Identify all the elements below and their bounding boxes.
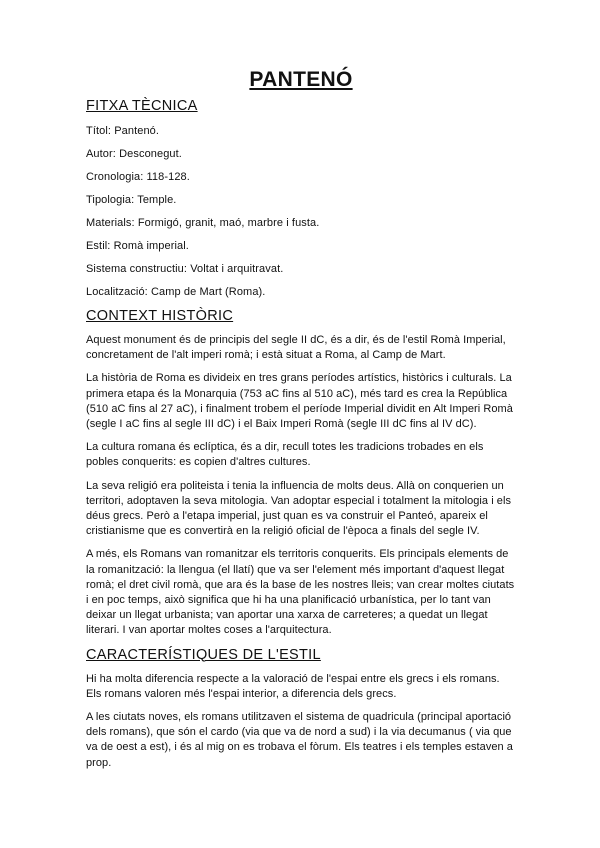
fitxa-tecnica-fields bbox=[86, 124, 516, 299]
paragraph: La història de Roma es divideix en tres grans períodes artístics, històrics i culturals. La primera etapa és la Monarquia (753 aC fins al 510 aC), més tard es crea la República (510 aC fins al 27 aC), i finalment trobem el període Imperial dividit en Alt Imperi Romà (segle I aC fins al segle III dC) i el Baix Imperi Romà (segle III dC fins al IV dC). bbox=[86, 372, 513, 431]
field-cronologia: Cronologia: 118-128. bbox=[86, 171, 190, 183]
paragraph: La seva religió era politeista i tenia la influencia de molts deus. Allà on conquerien un territori, adoptaven la seva mitologia. Van adoptar especial i totalment la mitologia i els déus grecs. Però a l'etapa imperial, just quan es va construir el Panteó, apareix el cristianisme que es convertirà en la religió oficial de l'època a finals del segle IV. bbox=[86, 479, 512, 538]
field-sistema-constructiu: Sistema constructiu: Voltat i arquitravat. bbox=[86, 263, 284, 275]
paragraph: A més, els Romans van romanitzar els territoris conquerits. Els principals elements de la romanització: la llengua (el llatí) que va ser l'element més important d'aquest llegat romà; el dret civil romà, que ara és la base de les nostres lleis; van crear moltes ciutats i en poc temps, això significa que hi ha una planificació urbanística, per lo tant van deixar un llegat urbanista; van aportar una xarxa de carreteres; a quedat un llegat literari. I van aportar moltes coses a l'arquitectura. bbox=[86, 548, 515, 637]
field-localitzacio: Localització: Camp de Mart (Roma). bbox=[86, 286, 266, 298]
document-page bbox=[86, 68, 516, 779]
document-title: PANTENÓ bbox=[249, 68, 353, 91]
paragraph: Hi ha molta diferencia respecte a la valoració de l'espai entre els grecs i els romans. Els romans valoren més l'espai interior, a diferencia dels grecs. bbox=[86, 672, 500, 700]
field-autor: Autor: Desconegut. bbox=[86, 148, 182, 160]
fitxa-tecnica-heading: FITXA TÈCNICA bbox=[86, 98, 198, 114]
field-estil: Estil: Romà imperial. bbox=[86, 240, 189, 252]
context-historic-heading: CONTEXT HISTÒRIC bbox=[86, 308, 234, 324]
caracteristiques-body bbox=[86, 672, 516, 771]
paragraph: La cultura romana és eclíptica, és a dir, recull totes les tradicions trobades en els pobles conquerits: es copien d'altres cultures. bbox=[86, 441, 484, 469]
context-historic-body bbox=[86, 333, 516, 639]
paragraph: Aquest monument és de principis del segle II dC, és a dir, és de l'estil Romà Imperial, concretament de l'alt imperi romà; i està situat a Roma, al Camp de Mart. bbox=[86, 334, 506, 362]
field-titol: Títol: Pantenó. bbox=[86, 125, 160, 137]
paragraph: A les ciutats noves, els romans utilitzaven el sistema de quadricula (principal aportació dels romans), que són el cardo (via que va de nord a sud) i la via decumanus ( via que va de oest a est), i és al mig on es trobava el fòrum. Els teatres i els temples estaven a prop. bbox=[86, 711, 513, 769]
field-materials: Materials: Formigó, granit, maó, marbre i fusta. bbox=[86, 217, 320, 229]
field-tipologia: Tipologia: Temple. bbox=[86, 194, 177, 206]
caracteristiques-heading: CARACTERÍSTIQUES DE L'ESTIL bbox=[86, 646, 321, 663]
